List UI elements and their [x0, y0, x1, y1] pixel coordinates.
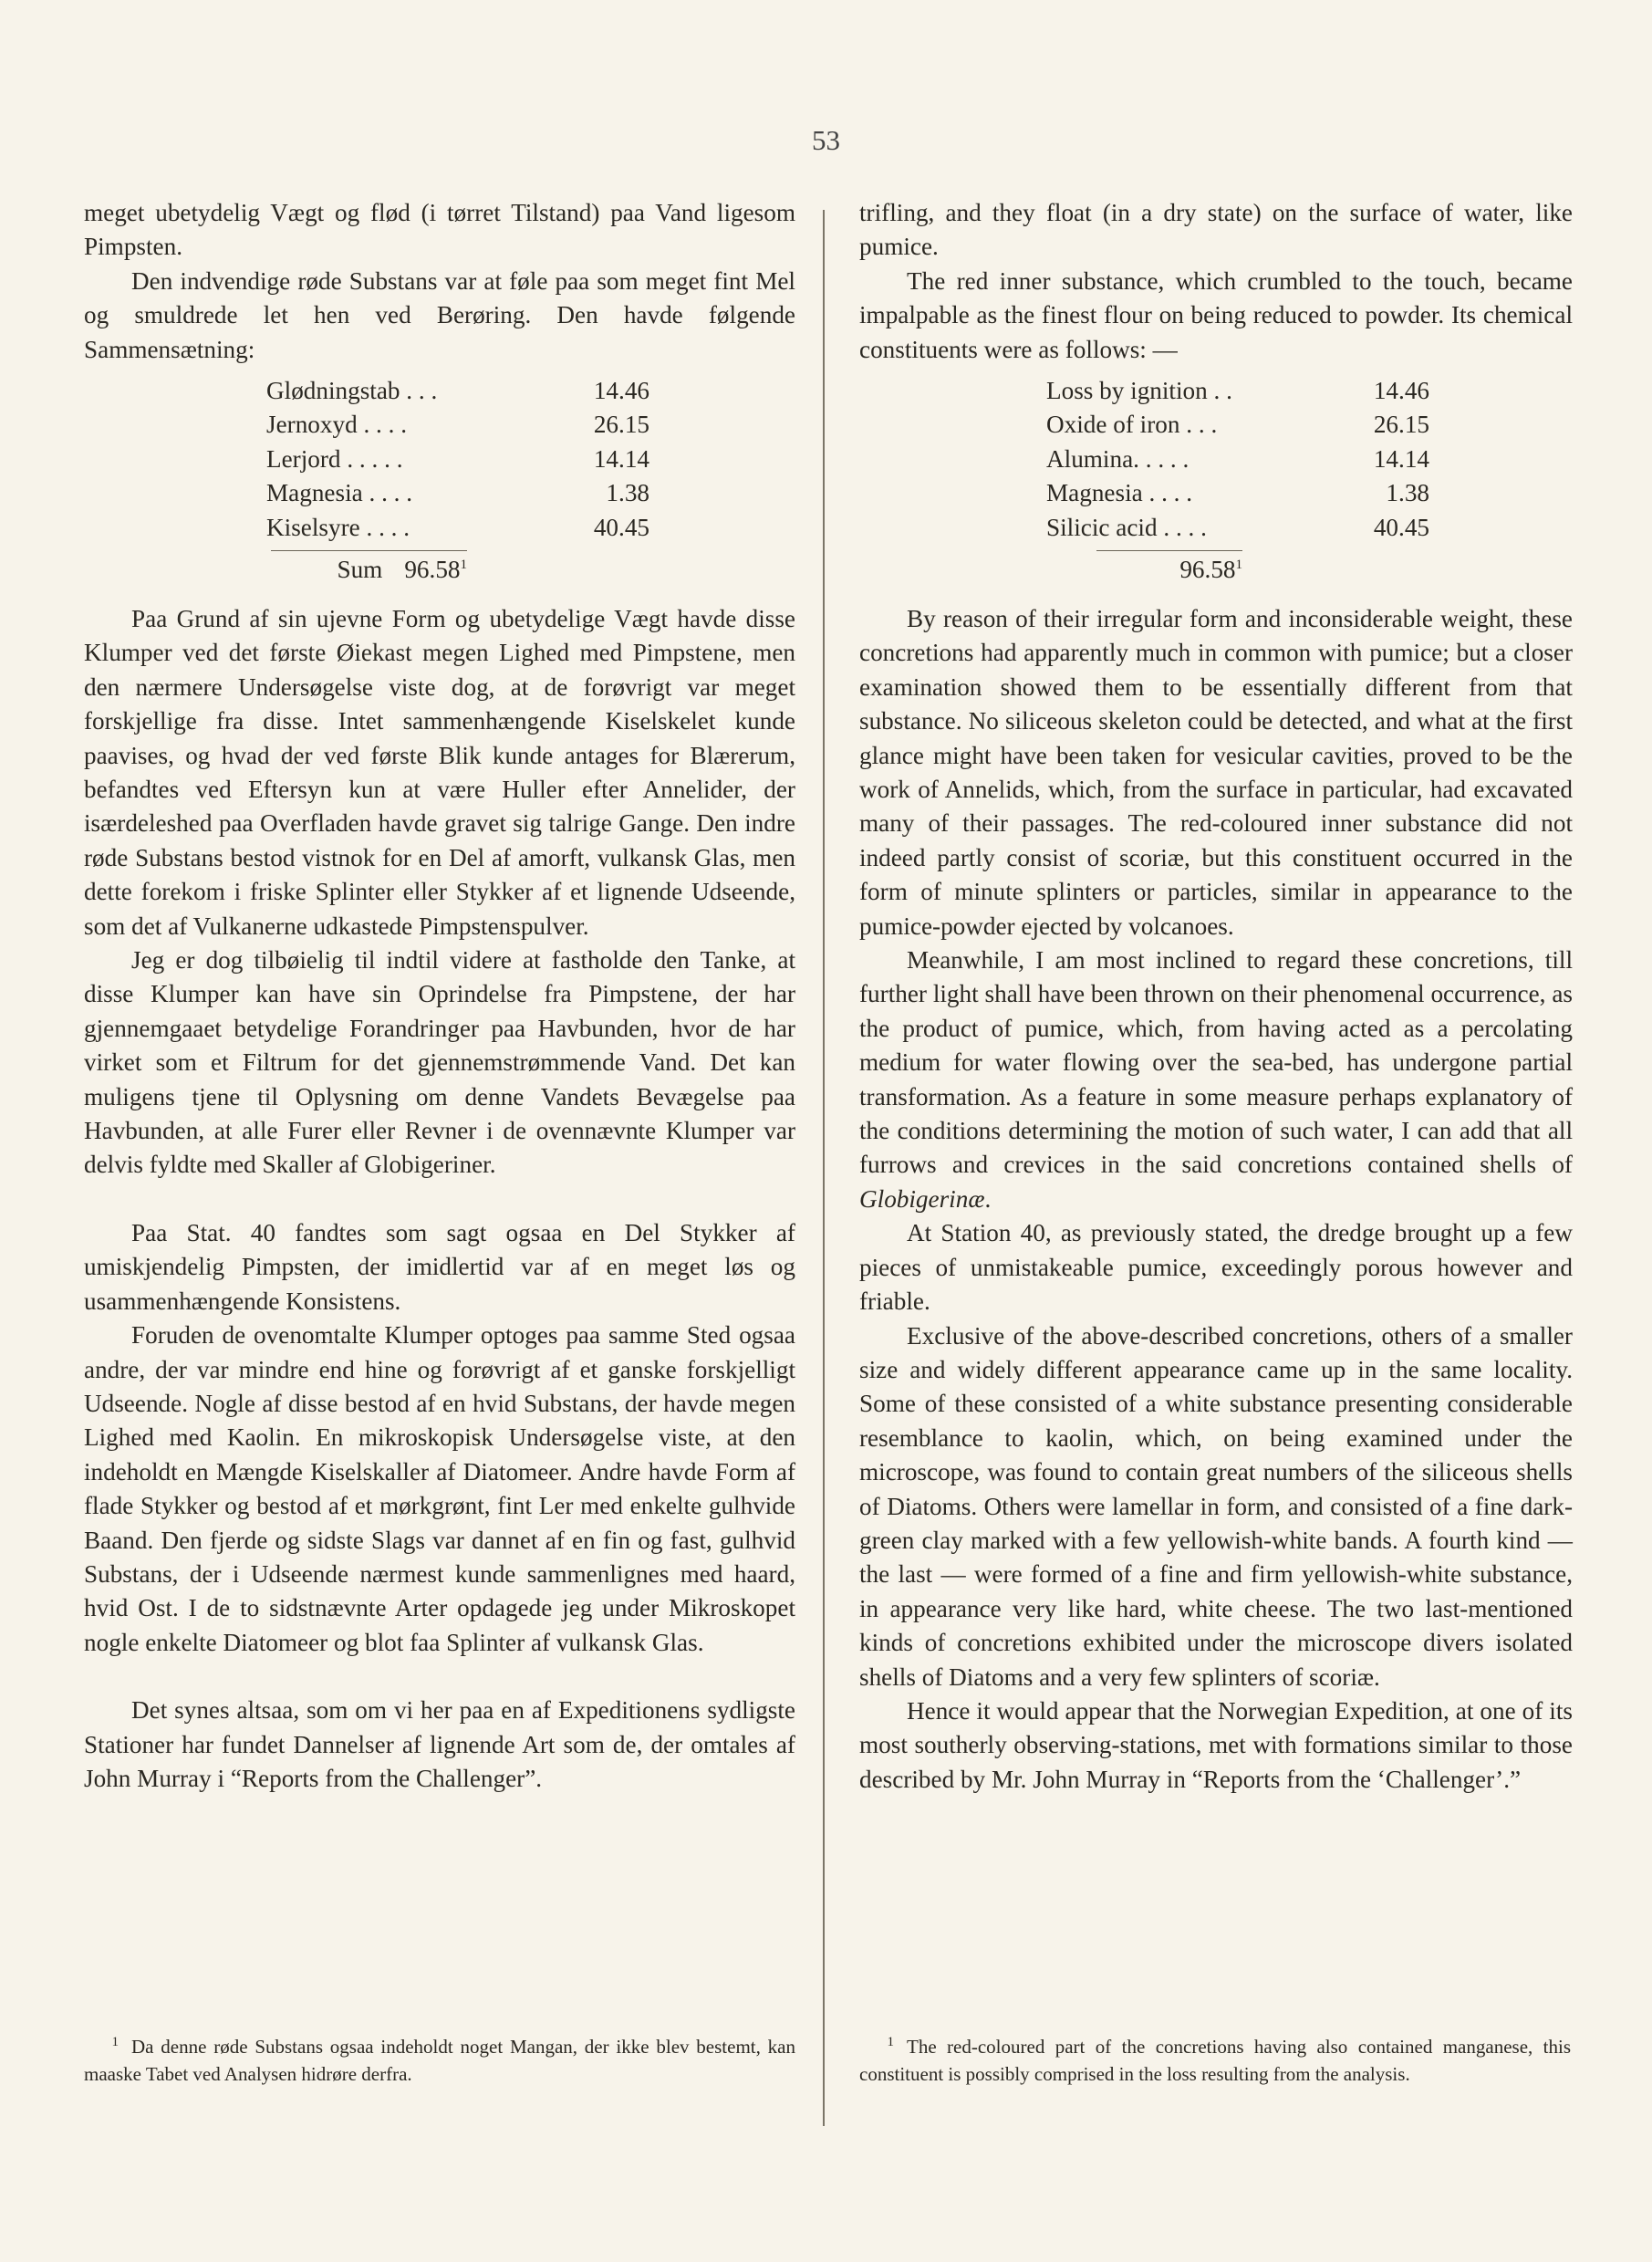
- column-divider: [823, 210, 825, 2126]
- left-paragraph-7: Det synes altsaa, som om vi her paa en af Expeditionens sydligste Stationer har fundet Dannelser af lignende Art som de, der omtales af John Murray i “Reports from the Challenger”.: [84, 1696, 795, 1792]
- sum-value: 96.58$^1$: [404, 555, 467, 583]
- right-paragraph-3: By reason of their irregular form and inconsiderable weight, these concretions had apparently much in common with pumice; but a closer examination showed them to be essentially different from that substance. No siliceous skeleton could be detected, and what at the first glance might have been taken for vesicular cavities, proved to be the work of Annelids, which, from the surface in particular, had excavated many of their passages. The red-coloured inner substance did not indeed partly consist of scoriæ, but this constituent occurred in the form of minute splinters or particles, similar in appearance to the pumice-powder ejected by volcanoes.: [859, 604, 1573, 940]
- table-row: Magnesia . . . . 1.38: [266, 479, 649, 507]
- footnote-mark: 1: [111, 2035, 119, 2049]
- right-paragraph-7: Hence it would appear that the Norwegian Expedition, at one of its most southerly observing-stations, met with formations similar to those described by Mr. John Murray in “Reports from the ‘Challenger’.”: [859, 1696, 1573, 1793]
- table-row: Loss by ignition . . 14.46: [1046, 377, 1429, 405]
- sum-label: Sum: [337, 555, 383, 583]
- right-paragraph-4: Meanwhile, I am most inclined to regard these concretions, till further light shall have been thrown on their phenomenal occurrence, as the product of pumice, which, from having acted as a percolating medium for water flowing over the sea-bed, has undergone partial transformation. As a feature in some measure perhaps explanatory of the conditions determining the motion of such water, I can add that all furrows and crevices in the said concretions contained shells of Globigerinæ.: [859, 946, 1573, 1213]
- right-footnote-text: The red-coloured part of the concretions having also contained manganese, this constituent is possibly comprised in the loss resulting from the analysis.: [859, 2036, 1571, 2085]
- sum-value: 96.58$^1$: [1179, 555, 1242, 583]
- left-footnote-text: Da denne røde Substans ogsaa indeholdt noget Mangan, der ikke blev bestemt, kan maaske Tabet ved Analysen hidrøre derfra.: [84, 2036, 795, 2085]
- page-number: 53: [812, 124, 840, 156]
- left-paragraph-4: Jeg er dog tilbøielig til indtil videre at fastholde den Tanke, at disse Klumper kan have sin Oprindelse fra Pimpstene, der har gjennemgaaet betydelige Forandringer paa Havbunden, hvor de har virket som et Filtrum for det gjennemstrømmende Vand. Det kan muligens tjene til Oplysning om denne Vandets Bevægelse paa Havbunden, at alle Furer eller Revner i de ovennævnte Klumper var delvis fyldte med Skaller af Globigeriner.: [84, 946, 795, 1179]
- right-footnote: [859, 2033, 1571, 2088]
- right-paragraph-2: The red inner substance, which crumbled to the touch, became impalpable as the finest flour on being reduced to powder. Its chemical constituents were as follows: —: [859, 266, 1573, 363]
- right-sum-row: [1096, 550, 1242, 589]
- left-paragraph-5: Paa Stat. 40 fandtes som sagt ogsaa en Del Stykker af umiskjendelig Pimpsten, der imidlertid var af en meget løs og usammenhængende Konsistens.: [84, 1218, 795, 1315]
- right-paragraph-1: trifling, and they float (in a dry state) on the surface of water, like pumice.: [859, 199, 1573, 261]
- taxon-italic: Globigerinæ: [859, 1184, 985, 1213]
- table-row: Lerjord . . . . . 14.14: [266, 444, 649, 473]
- table-row: Alumina. . . . . 14.14: [1046, 444, 1429, 473]
- right-paragraph-6: Exclusive of the above-described concretions, others of a smaller size and widely different appearance came up in the same locality. Some of these consisted of a white substance presenting considerable resemblance to kaolin, which, on being examined under the microscope, was found to contain great numbers of the siliceous shells of Diatoms. Others were lamellar in form, and consisted of a fine dark-green clay marked with a few yellowish-white bands. A fourth kind — the last — were formed of a fine and firm yellowish-white substance, in appearance very like hard, white cheese. The two last-mentioned kinds of concretions exhibited under the microscope divers isolated shells of Diatoms and a very few splinters of scoriæ.: [859, 1321, 1573, 1691]
- right-paragraph-5: At Station 40, as previously stated, the dredge brought up a few pieces of unmistakeable pumice, exceedingly porous however and friable.: [859, 1219, 1573, 1316]
- table-row: Magnesia . . . . 1.38: [1046, 479, 1429, 507]
- table-row: Oxide of iron . . . 26.15: [1046, 411, 1429, 439]
- left-paragraph-6: Foruden de ovenomtalte Klumper optoges paa samme Sted ogsaa andre, der var mindre end hine og forøvrigt af et ganske forskjelligt Udseende. Nogle af disse bestod af en hvid Substans, der havde megen Lighed med Kaolin. En mikroskopisk Undersøgelse viste, at den indeholdt en Mængde Kiselskaller af Diatomeer. Andre havde Form af flade Stykker og bestod af et mørkgrønt, fint Ler med enkelte gulhvide Baand. Den fjerde og sidste Slags var dannet af en fin og fast, gulhvid Substans, der i Udseende nærmest kunde sammenlignes med haard, hvid Ost. I de to sidstnævnte Arter opdagede jeg under Mikroskopet nogle enkelte Diatomeer og blot faa Splinter af vulkansk Glas.: [84, 1321, 795, 1656]
- left-paragraph-3: Paa Grund af sin ujevne Form og ubetydelige Vægt havde disse Klumper ved det første Øiekast megen Lighed med Pimpstene, men den nærmere Undersøgelse viste dog, at de forøvrigt var meget forskjellige fra disse. Intet sammenhængende Kiselskelet kunde paavises, og hvad der ved første Blik kunde antages for Blærerum, befandtes ved Eftersyn kun at være Huller efter Annelider, der isærdeleshed paa Overfladen havde gravet sig talrige Gange. Den indre røde Substans bestod vistnok for en Del af amorft, vulkansk Glas, men dette forekom i friske Splinter eller Stykker af et lignende Udseende, som det af Vulkanerne udkastede Pimpstenspulver.: [84, 604, 795, 940]
- table-row: Jernoxyd . . . . 26.15: [266, 411, 649, 439]
- left-footnote: [84, 2033, 795, 2088]
- left-composition-table: [84, 374, 649, 545]
- left-paragraph-2: Den indvendige røde Substans var at føle paa som meget fint Mel og smuldrede let hen ved Berøring. Den havde følgende Sammensætning:: [84, 266, 795, 363]
- left-sum-row: [271, 550, 467, 589]
- table-row: Glødningstab . . . 14.46: [266, 377, 649, 405]
- left-column: [84, 196, 795, 1796]
- right-column: [859, 196, 1573, 1797]
- right-composition-table: [859, 374, 1429, 545]
- table-row: Kiselsyre . . . . 40.45: [266, 513, 649, 541]
- table-row: Silicic acid . . . . 40.45: [1046, 513, 1429, 541]
- left-paragraph-1: meget ubetydelig Vægt og flød (i tørret Tilstand) paa Vand ligesom Pimpsten.: [84, 199, 795, 261]
- footnote-mark: 1: [887, 2035, 894, 2049]
